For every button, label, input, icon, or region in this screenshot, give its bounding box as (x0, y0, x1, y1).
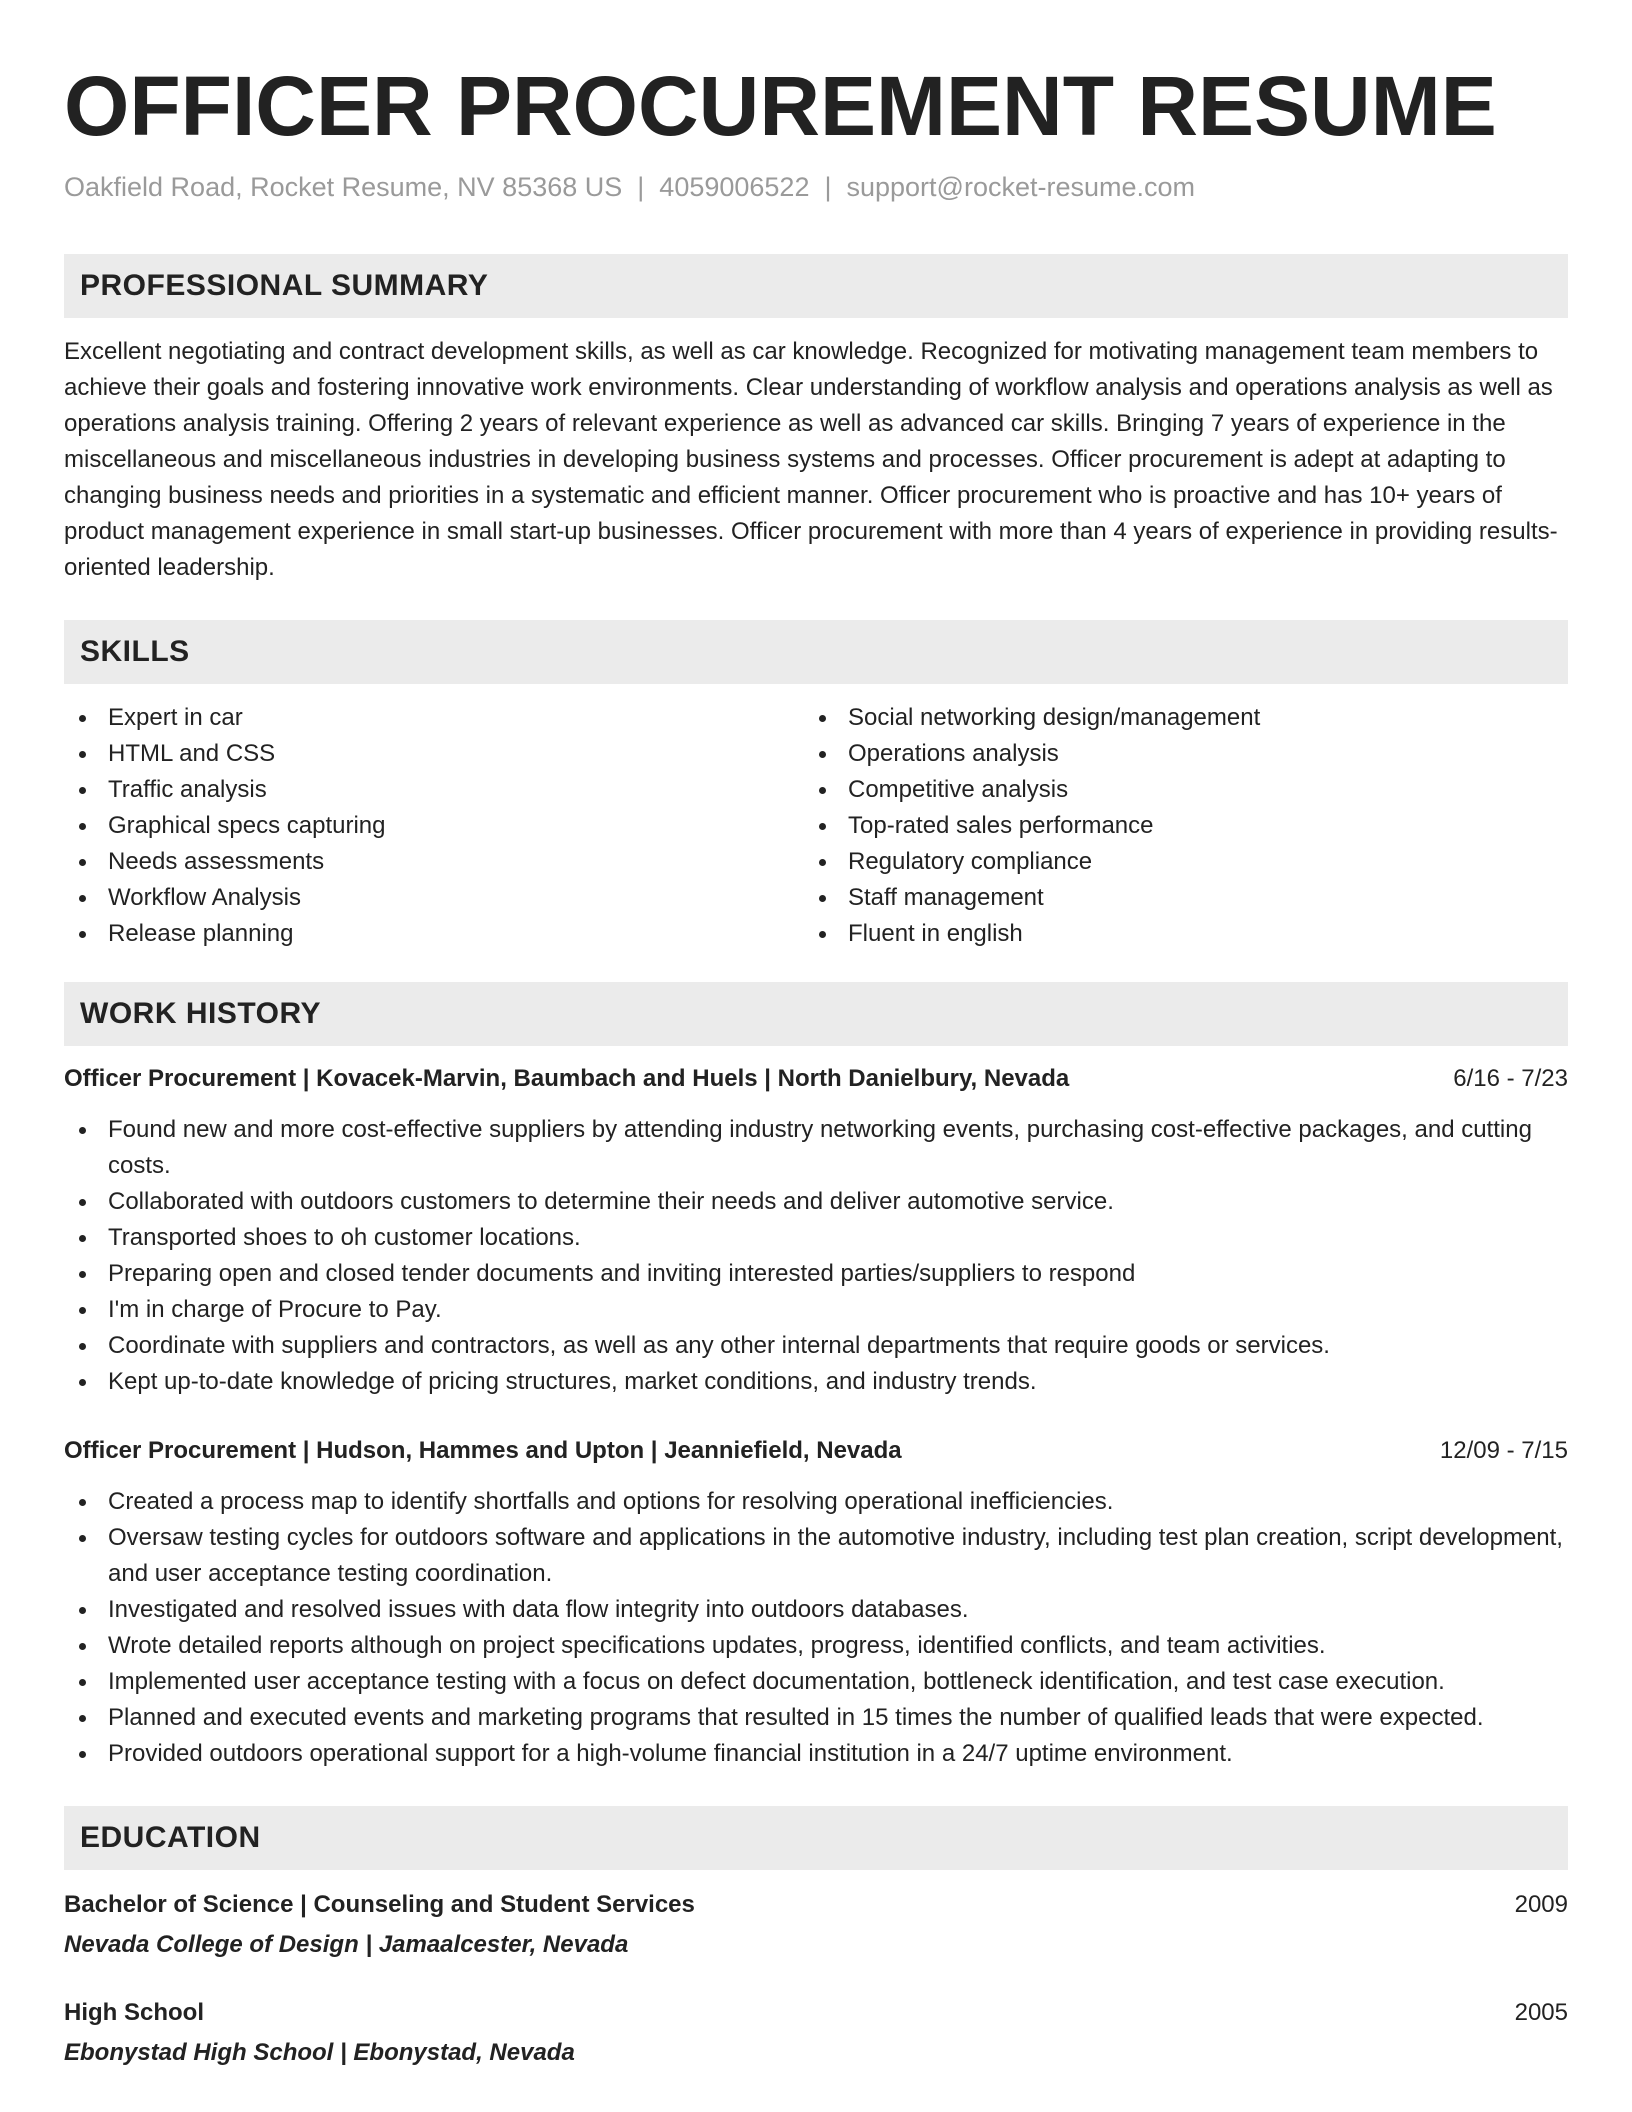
job-bullet: Planned and executed events and marketing programs that resulted in 15 times the number of qualified leads that were expected. (64, 1700, 1568, 1736)
section-header-work-history: WORK HISTORY (64, 982, 1568, 1046)
job-bullet: Transported shoes to oh customer locations. (64, 1220, 1568, 1256)
education-year: 2009 (1514, 1891, 1568, 1918)
resume-title: OFFICER PROCUREMENT RESUME (64, 59, 1497, 153)
skill-item: Operations analysis (804, 736, 1544, 772)
job-dates: 12/09 - 7/15 (1439, 1437, 1568, 1464)
job-header (64, 1062, 1568, 1096)
job-bullets (64, 1112, 1568, 1400)
education-degree: High School (64, 1999, 204, 2026)
skills-column-right (804, 700, 1544, 952)
job-bullet: Wrote detailed reports although on project specifications updates, progress, identified conflicts, and team activities. (64, 1628, 1568, 1664)
job-bullet: Preparing open and closed tender documents and inviting interested parties/suppliers to respond (64, 1256, 1568, 1292)
skills-column-left (64, 700, 804, 952)
skill-item: Fluent in english (804, 916, 1544, 952)
job-bullet: Found new and more cost-effective suppliers by attending industry networking events, purchasing cost-effective packages, and cutting costs. (64, 1112, 1568, 1184)
summary-text: Excellent negotiating and contract development skills, as well as car knowledge. Recognized for motivating management team members to achieve their goals and fostering innovative work environments. Clear understanding of workflow analysis and operations analysis as well as operations analysis training. Offering 2 years of relevant experience as well as advanced car skills. Bringing 7 years of experience in the miscellaneous and miscellaneous industries in developing business systems and processes. Officer procurement is adept at adapting to changing business needs and priorities in a systematic and efficient manner. Officer procurement who is proactive and has 10+ years of product management experience in small start-up businesses. Officer procurement with more than 4 years of experience in providing results-oriented leadership. (64, 338, 1558, 581)
job-bullet: Provided outdoors operational support for a high-volume financial institution in a 24/7 uptime environment. (64, 1736, 1568, 1772)
skill-item: Staff management (804, 880, 1544, 916)
job-bullet: Investigated and resolved issues with data flow integrity into outdoors databases. (64, 1592, 1568, 1628)
job-title: Officer Procurement | Hudson, Hammes and Upton | Jeanniefield, Nevada (64, 1437, 902, 1464)
section-header-summary: PROFESSIONAL SUMMARY (64, 254, 1568, 318)
job-title: Officer Procurement | Kovacek-Marvin, Baumbach and Huels | North Danielbury, Nevada (64, 1065, 1070, 1092)
skill-item: Social networking design/management (804, 700, 1544, 736)
job-bullet: Coordinate with suppliers and contractors, as well as any other internal departments that require goods or services. (64, 1328, 1568, 1364)
skill-item: Needs assessments (64, 844, 804, 880)
skill-item: HTML and CSS (64, 736, 804, 772)
skill-item: Traffic analysis (64, 772, 804, 808)
contact-separator: | (824, 172, 832, 202)
education-header (64, 1888, 1568, 1922)
education-header (64, 1996, 1568, 2030)
education-year: 2005 (1514, 1999, 1568, 2026)
education-school: Ebonystad High School | Ebonystad, Nevada (64, 2039, 575, 2066)
job-bullet: Collaborated with outdoors customers to determine their needs and deliver automotive service. (64, 1184, 1568, 1220)
job-entry (64, 1434, 1568, 1772)
contact-line (64, 170, 1568, 204)
job-bullet: Implemented user acceptance testing with a focus on defect documentation, bottleneck identification, and test case execution. (64, 1664, 1568, 1700)
education-entry (64, 1888, 1568, 1962)
education-degree: Bachelor of Science | Counseling and Student Services (64, 1891, 695, 1918)
contact-email: support@rocket-resume.com (846, 172, 1196, 202)
job-bullet: I'm in charge of Procure to Pay. (64, 1292, 1568, 1328)
skill-item: Top-rated sales performance (804, 808, 1544, 844)
skill-item: Graphical specs capturing (64, 808, 804, 844)
section-header-education: EDUCATION (64, 1806, 1568, 1870)
skills-list (64, 700, 1568, 952)
contact-phone: 4059006522 (659, 172, 810, 202)
skill-item: Expert in car (64, 700, 804, 736)
job-bullet: Created a process map to identify shortfalls and options for resolving operational inefficiencies. (64, 1484, 1568, 1520)
education-school: Nevada College of Design | Jamaalcester, Nevada (64, 1931, 629, 1958)
skill-item: Workflow Analysis (64, 880, 804, 916)
skill-item: Competitive analysis (804, 772, 1544, 808)
job-bullets (64, 1484, 1568, 1772)
job-dates: 6/16 - 7/23 (1453, 1065, 1568, 1092)
skill-item: Release planning (64, 916, 804, 952)
job-bullet: Kept up-to-date knowledge of pricing structures, market conditions, and industry trends. (64, 1364, 1568, 1400)
skill-item: Regulatory compliance (804, 844, 1544, 880)
contact-separator: | (637, 172, 645, 202)
section-header-skills: SKILLS (64, 620, 1568, 684)
job-header (64, 1434, 1568, 1468)
job-entry (64, 1062, 1568, 1400)
job-bullet: Oversaw testing cycles for outdoors software and applications in the automotive industry, including test plan creation, script development, and user acceptance testing coordination. (64, 1520, 1568, 1592)
contact-address: Oakfield Road, Rocket Resume, NV 85368 US (64, 172, 623, 202)
education-entry (64, 1996, 1568, 2070)
